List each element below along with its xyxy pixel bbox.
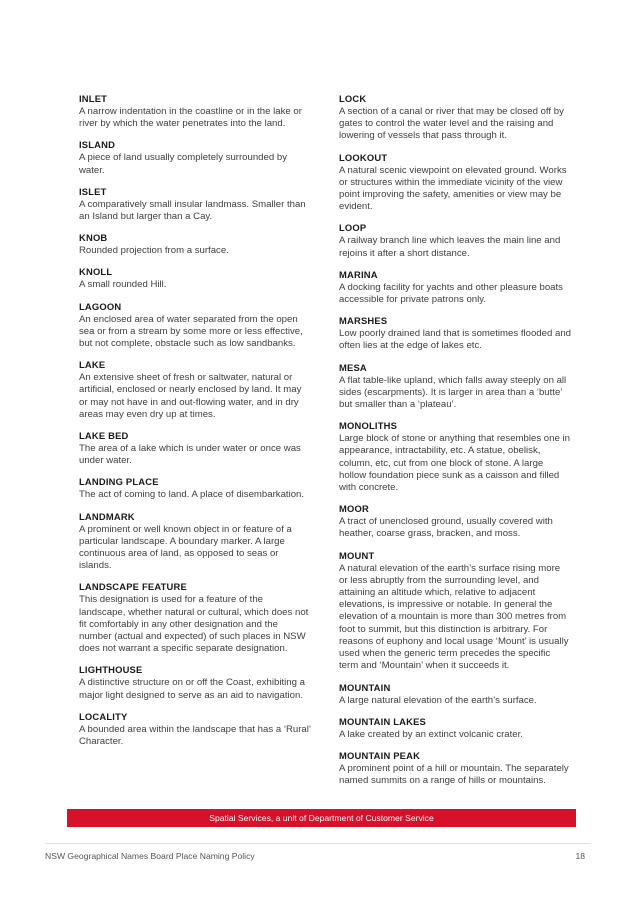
glossary-definition: A railway branch line which leaves the main line and rejoins it after a short distance. — [339, 235, 561, 259]
glossary-term: ISLET — [79, 185, 107, 197]
glossary-entry — [79, 711, 311, 748]
glossary-entry — [79, 581, 311, 655]
glossary-definition: This designation is used for a feature of the landscape, whether natural or cultural, which does not fit comfortably in any other designation and the number (actual and expected) of such places in NSW does not warrant a specific separate designation. — [79, 594, 309, 655]
glossary-definition: A natural scenic viewpoint on elevated ground. Works or structures within the immediate vicinity of the view point improving the safety, amenities or view may be evident. — [339, 164, 567, 213]
glossary-definition: A small rounded Hill. — [79, 279, 167, 291]
glossary-term: MOUNTAIN — [339, 681, 391, 693]
glossary-entry — [339, 750, 571, 787]
glossary-entry — [79, 93, 311, 130]
glossary-definition: A bounded area within the landscape that has a ‘Rural’ Character. — [79, 723, 311, 748]
footer-title: NSW Geographical Names Board Place Naming Policy — [45, 851, 255, 861]
glossary-term: LOCALITY — [79, 710, 128, 722]
glossary-entry — [79, 139, 311, 176]
glossary-definition: An extensive sheet of fresh or saltwater, natural or artificial, enclosed or nearly enclosed by land. It may or may not have in and out-flowing water, and in dry areas may even dry up at times. — [79, 372, 302, 420]
glossary-entry — [79, 476, 311, 501]
glossary-term: MOUNT — [339, 549, 375, 561]
glossary-definition: The area of a lake which is under water or once was under water. — [79, 443, 301, 467]
right-column — [339, 93, 571, 796]
glossary-term: INLET — [79, 93, 108, 104]
glossary-term: LOOKOUT — [339, 151, 388, 163]
glossary-definition: A narrow indentation in the coastline or in the lake or river by which the water penetrates into the land. — [79, 106, 302, 130]
glossary-definition: Rounded projection from a surface. — [79, 245, 229, 257]
glossary-definition: The act of coming to land. A place of disembarkation. — [79, 489, 305, 501]
glossary-entry — [339, 503, 571, 540]
glossary-definition: Large block of stone or anything that resembles one in appearance, intractability, etc. A statue, obelisk, column, etc, cut from one block of stone. A large hollow foundation piece sunk as a caisson and filled with concrete. — [339, 433, 570, 494]
glossary-definition: A distinctive structure on or off the Coast, exhibiting a major light designed to serve as an aid to navigation. — [79, 677, 305, 701]
glossary-definition: A large natural elevation of the earth’s surface. — [339, 694, 537, 706]
glossary-entry — [79, 664, 311, 701]
glossary-term: MONOLITHS — [339, 420, 398, 432]
glossary-term: MOUNTAIN LAKES — [339, 715, 426, 727]
glossary-definition: A natural elevation of the earth’s surface rising more or less abruptly from the surrounding level, and attaining an altitude which, relative to adjacent elevations, is impressive or notable. In general the elevation of a mountain is more than 300 metres from foot to summit, but this distinction is arbitrary. For reasons of euphony and local usage ‘Mount’ is usually used when the generic term precedes the specific term and ‘Mountain’ when it succeeds it. — [339, 562, 569, 672]
glossary-entry — [79, 430, 311, 467]
glossary-term: LOOP — [339, 222, 367, 234]
glossary-entry — [339, 315, 571, 352]
glossary-term: LOCK — [339, 93, 367, 104]
glossary-entry — [339, 93, 571, 143]
glossary-term: LAKE BED — [79, 430, 129, 442]
glossary-definition: A piece of land usually completely surrounded by water. — [79, 152, 287, 176]
glossary-term: KNOLL — [79, 266, 113, 278]
glossary-term: LAGOON — [79, 300, 122, 312]
glossary-definition: A flat table-like upland, which falls away steeply on all sides (escarpments). It is larger in area than a ‘butte’ but smaller than a ‘plateau’. — [339, 374, 567, 411]
glossary-entry — [339, 152, 571, 214]
glossary-definition: Low poorly drained land that is sometimes flooded and often lies at the edge of lakes etc. — [339, 328, 571, 352]
glossary-entry — [79, 511, 311, 573]
glossary-term: LANDMARK — [79, 510, 135, 522]
glossary-term: KNOB — [79, 232, 108, 244]
page-number: 18 — [575, 851, 585, 861]
glossary-entry — [79, 232, 311, 257]
glossary-definition: A tract of unenclosed ground, usually covered with heather, coarse grass, bracken, and moss. — [339, 516, 553, 540]
glossary-term: ISLAND — [79, 139, 116, 151]
glossary-term: MARINA — [339, 268, 378, 280]
glossary-term: MARSHES — [339, 315, 388, 327]
glossary-entry — [339, 222, 571, 259]
glossary-entry — [339, 682, 571, 707]
glossary-entry — [339, 362, 571, 412]
footer-divider — [45, 843, 591, 844]
glossary-term: LAKE — [79, 359, 106, 371]
glossary-term: MESA — [339, 361, 367, 373]
department-banner: Spatial Services, a unit of Department of Customer Service — [67, 809, 576, 827]
glossary-definition: A lake created by an extinct volcanic crater. — [339, 728, 523, 740]
glossary-entry — [339, 420, 571, 494]
glossary-entry — [79, 186, 311, 223]
glossary-definition: A comparatively small insular landmass. Smaller than an Island but larger than a Cay. — [79, 198, 306, 223]
glossary-term: LANDING PLACE — [79, 476, 159, 488]
glossary-entry — [79, 301, 311, 351]
glossary-entry — [339, 550, 571, 673]
glossary-definition: A prominent point of a hill or mountain. The separately named summits on a range of hills or mountains. — [339, 762, 569, 787]
glossary-definition: A docking facility for yachts and other pleasure boats accessible for private patrons only. — [339, 281, 563, 306]
glossary-entry — [79, 266, 311, 291]
glossary-definition: A prominent or well known object in or feature of a particular landscape. A boundary marker. A large continuous area of land, as opposed to seas or islands. — [79, 523, 292, 572]
glossary-definition: An enclosed area of water separated from the open sea or from a stream by some more or less effective, but not complete, obstacle such as low sandbanks. — [79, 313, 303, 350]
glossary-entry — [79, 359, 311, 421]
left-column — [79, 93, 311, 757]
glossary-entry — [339, 716, 571, 741]
glossary-entry — [339, 269, 571, 306]
glossary-term: LIGHTHOUSE — [79, 664, 143, 676]
glossary-term: MOUNTAIN PEAK — [339, 749, 421, 761]
glossary-definition: A section of a canal or river that may be closed off by gates to control the water level and the raising and lowering of vessels that pass through it. — [339, 106, 564, 142]
glossary-term: MOOR — [339, 503, 369, 515]
glossary-term: LANDSCAPE FEATURE — [79, 581, 187, 593]
